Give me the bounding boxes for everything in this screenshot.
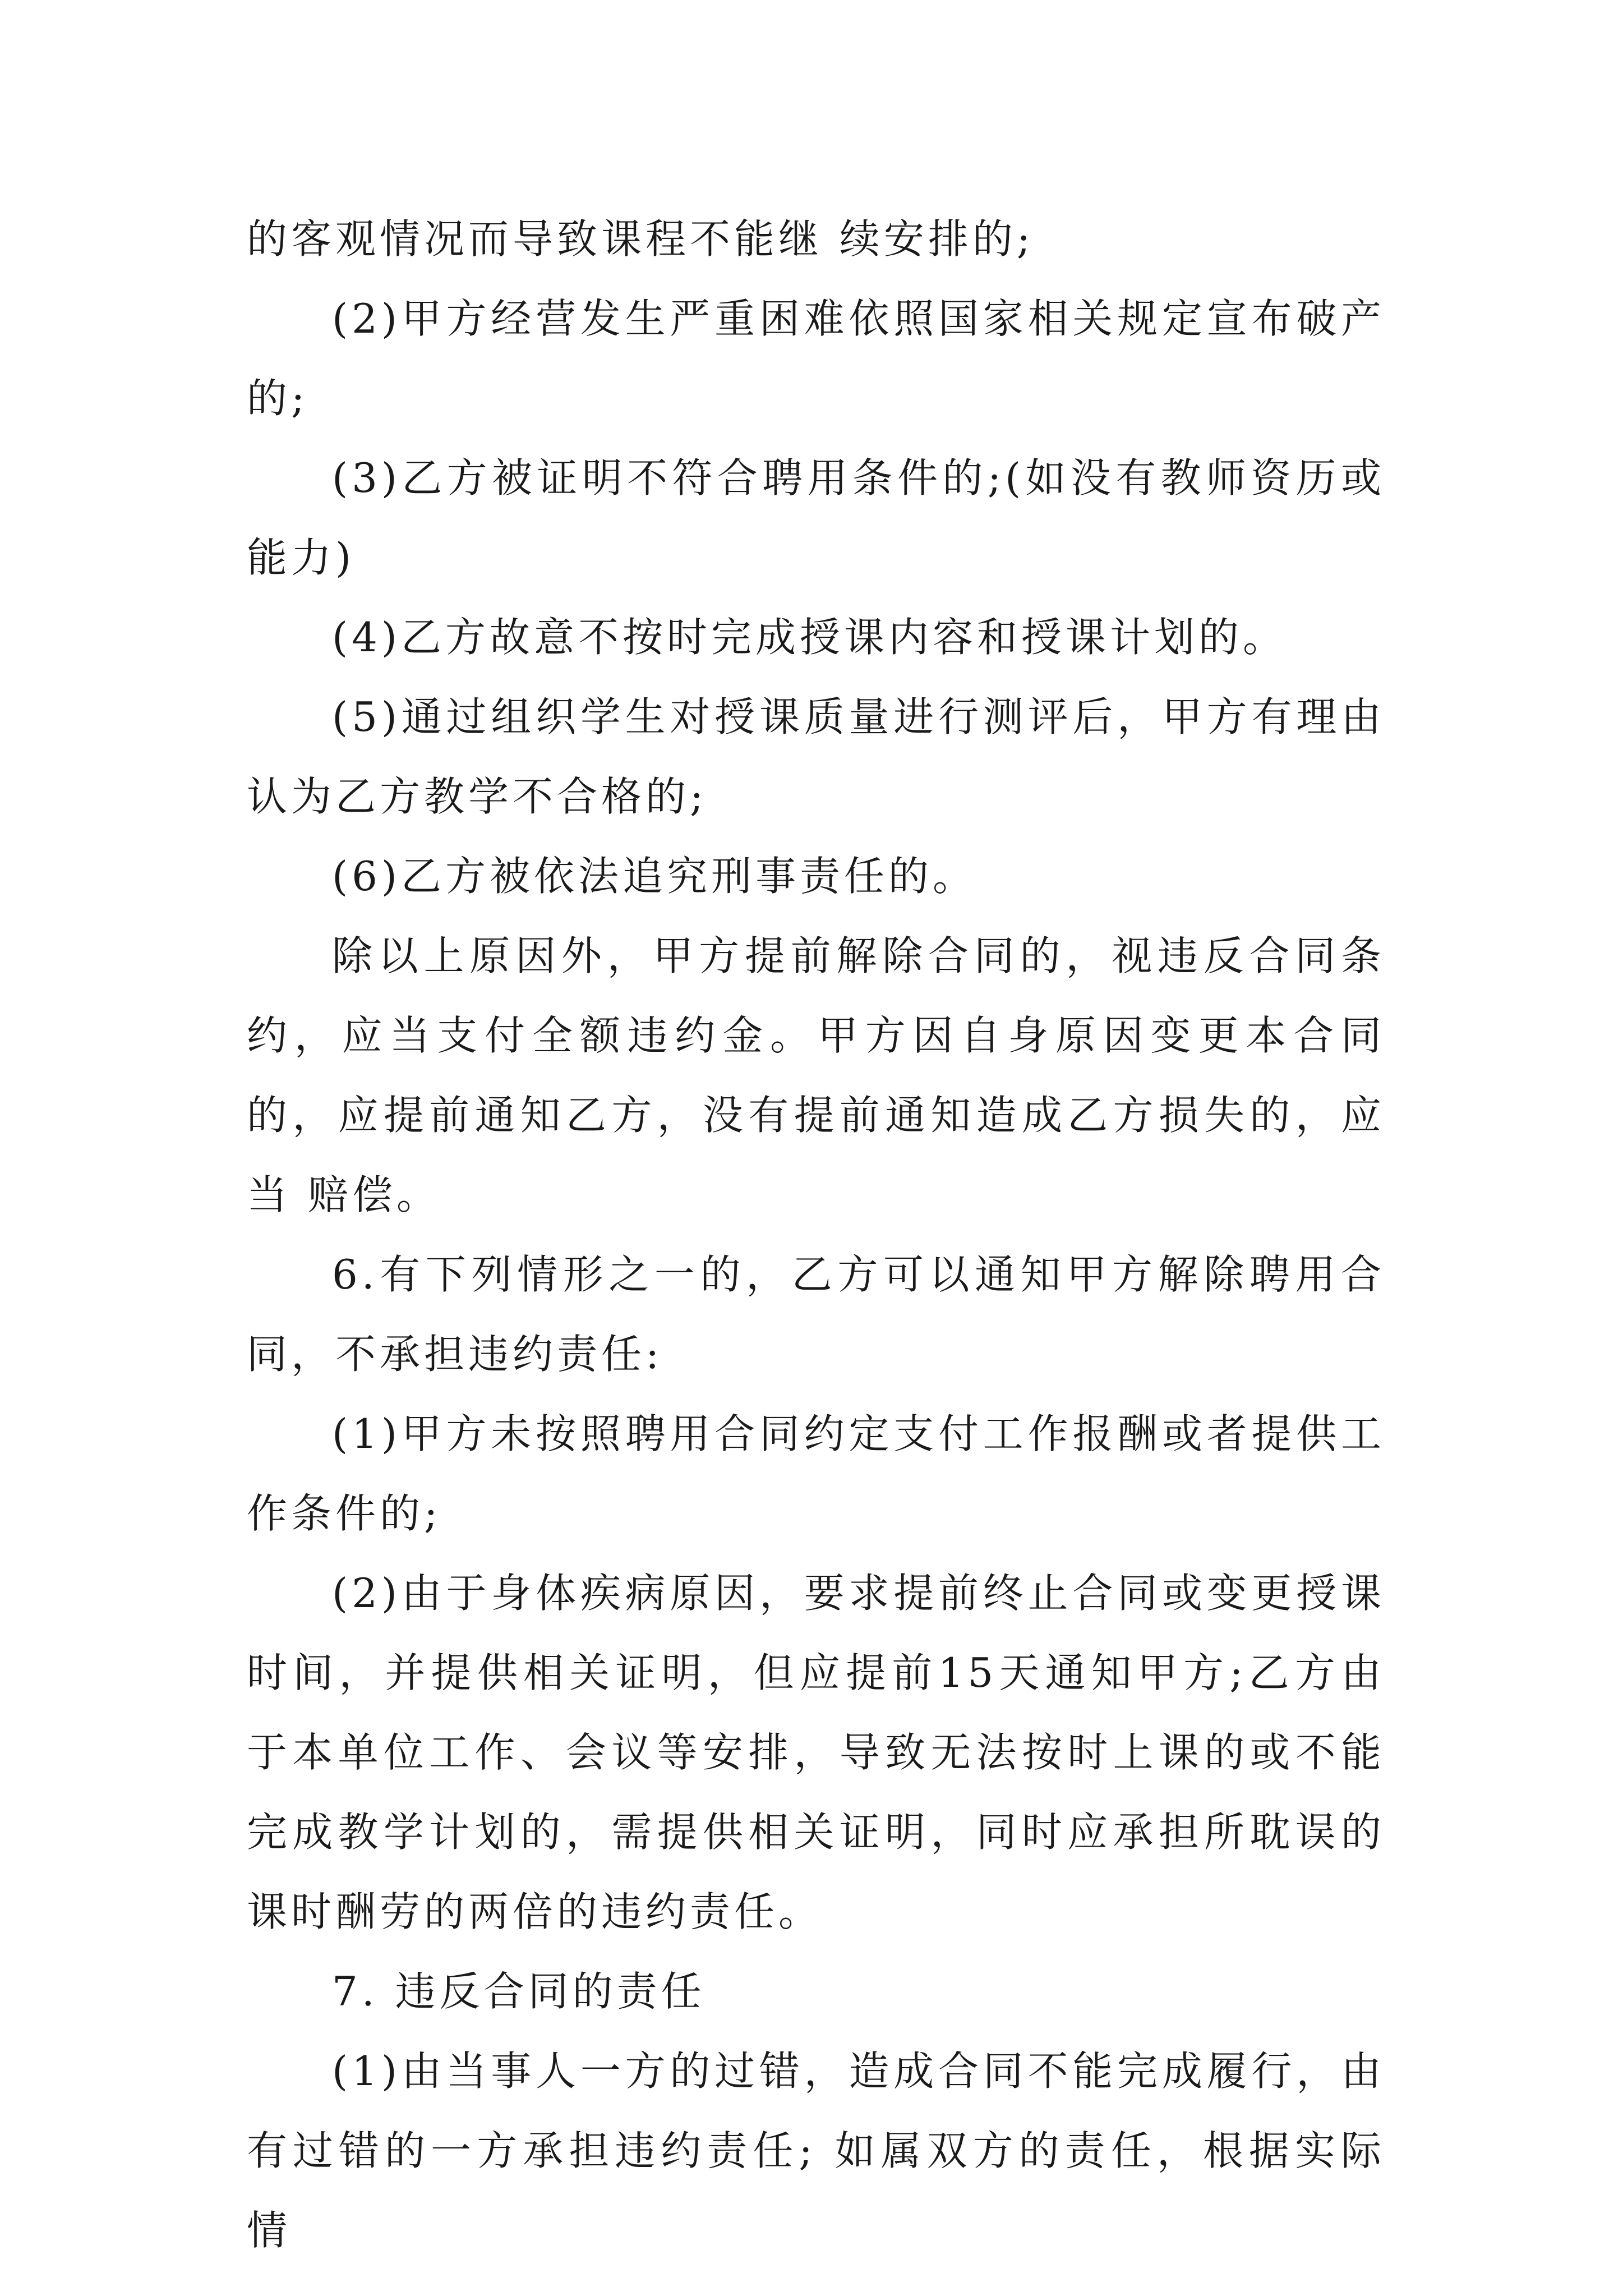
paragraph-clause-5: (5)通过组织学生对授课质量进行测评后，甲方有理由认为乙方教学不合格的; [247,693,1385,820]
paragraph-section-7-clause-1: (1)由当事人一方的过错，造成合同不能完成履行，由有过错的一方承担违约责任; 如属双方的责任，根据实际情 [247,2047,1385,2254]
paragraph-clause-6: (6)乙方被依法追究刑事责任的。 [332,853,977,900]
paragraph-section-7-heading: 7. 违反合同的责任 [332,1968,706,2015]
paragraph-section-6-clause-1: (1)甲方未按照聘用合同约定支付工作报酬或者提供工作条件的; [247,1410,1385,1537]
paragraph-continuation: 的客观情况而导致课程不能继 续安排的; [247,215,1035,263]
document-body [247,199,1385,2270]
paragraph-section-6-clause-2: (2)由于身体疾病原因，要求提前终止合同或变更授课时间，并提供相关证明，但应提前15天通知甲方;乙方由于本单位工作、会议等安排，导致无法按时上课的或不能完成教学计划的，需提供相关证明，同时应承担所耽误的课时酬劳的两倍的违约责任。 [247,1570,1385,1935]
paragraph-termination-note: 除以上原因外，甲方提前解除合同的，视违反合同条约，应当支付全额违约金。甲方因自身原因变更本合同的，应提前通知乙方，没有提前通知造成乙方损失的，应当 赔偿。 [247,932,1385,1218]
paragraph-clause-3: (3)乙方被证明不符合聘用条件的;(如没有教师资历或能力) [247,454,1385,581]
paragraph-clause-2: (2)甲方经营发生严重困难依照国家相关规定宣布破产的; [247,295,1385,422]
paragraph-section-6: 6.有下列情形之一的，乙方可以通知甲方解除聘用合同，不承担违约责任: [247,1251,1385,1378]
paragraph-clause-4: (4)乙方故意不按时完成授课内容和授课计划的。 [332,614,1287,661]
